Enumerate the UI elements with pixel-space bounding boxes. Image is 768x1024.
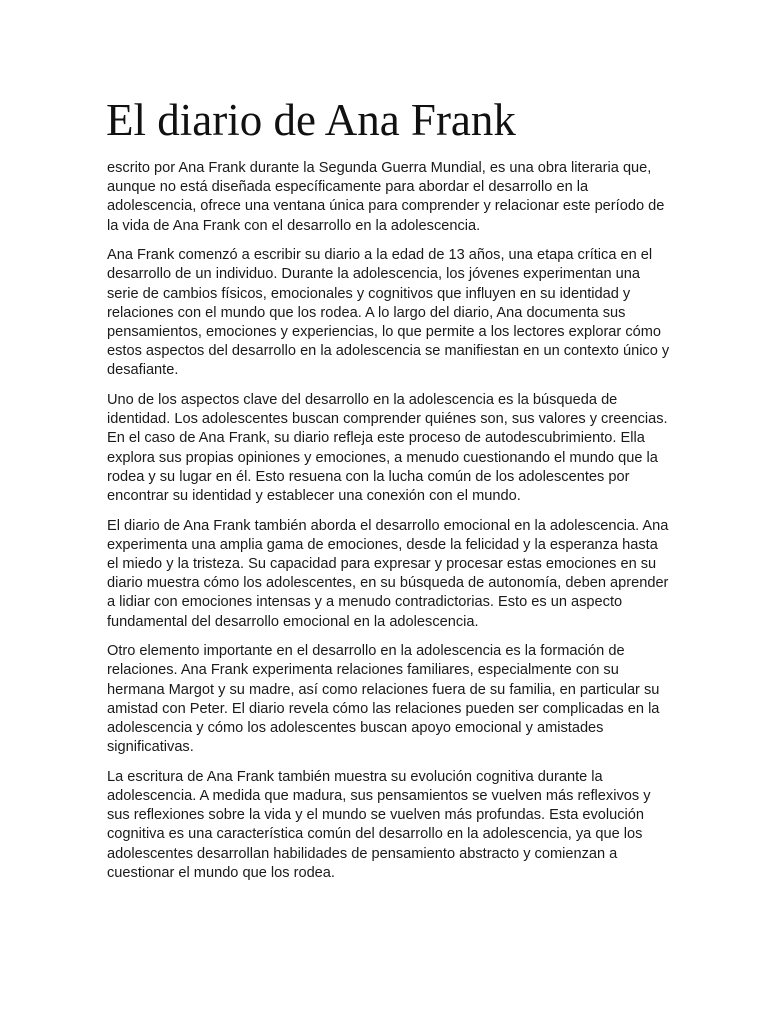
paragraph-identity: Uno de los aspectos clave del desarrollo en la adolescencia es la búsqueda de identidad. Los adolescentes buscan comprender quiénes son, sus valores y creencias. En el caso de Ana Frank, su diario refleja este proceso de autodescubrimiento. Ella explora sus propias opiniones y emociones, a menudo cuestionando el mundo que la rodea y su lugar en él. Esto resuena con la lucha común de los adolescentes por encontrar su identidad y establecer una conexión con el mundo. (107, 392, 668, 505)
document-title: El diario de Ana Frank (106, 95, 516, 145)
paragraph-relationships: Otro elemento importante en el desarrollo en la adolescencia es la formación de relaciones. Ana Frank experimenta relaciones familiares, especialmente con su hermana Margot y su madre, así como relaciones fuera de su familia, en particular su amistad con Peter. El diario revela cómo las relaciones pueden ser complicadas en la adolescencia y cómo los adolescentes buscan apoyo emocional y amistades significativas. (107, 643, 660, 756)
paragraph-emotional-development: El diario de Ana Frank también aborda el desarrollo emocional en la adolescencia. Ana experimenta una amplia gama de emociones, desde la felicidad y la esperanza hasta el miedo y la tristeza. Su capacidad para expresar y procesar estas emociones en su diario muestra cómo los adolescentes, en su búsqueda de autonomía, deben aprender a lidiar con emociones intensas y a menudo contradictorias. Esto es un aspecto fundamental del desarrollo emocional en la adolescencia. (107, 517, 669, 630)
document-body (107, 159, 672, 893)
paragraph-intro: escrito por Ana Frank durante la Segunda Guerra Mundial, es una obra literaria que, aunque no está diseñada específicamente para abordar el desarrollo en la adolescencia, ofrece una ventana única para comprender y relacionar este período de la vida de Ana Frank con el desarrollo en la adolescencia. (107, 160, 665, 234)
paragraph-diary-start: Ana Frank comenzó a escribir su diario a la edad de 13 años, una etapa crítica en el desarrollo de un individuo. Durante la adolescencia, los jóvenes experimentan una serie de cambios físicos, emocionales y cognitivos que influyen en su identidad y relaciones con el mundo que los rodea. A lo largo del diario, Ana documenta sus pensamientos, emociones y experiencias, lo que permite a los lectores explorar cómo estos aspectos del desarrollo en la adolescencia se manifiestan en un contexto único y desafiante. (107, 247, 670, 379)
paragraph-cognitive-evolution: La escritura de Ana Frank también muestra su evolución cognitiva durante la adolescencia. A medida que madura, sus pensamientos se vuelven más reflexivos y sus reflexiones sobre la vida y el mundo se vuelven más profundas. Esta evolución cognitiva es una característica común del desarrollo en la adolescencia, ya que los adolescentes desarrollan habilidades de pensamiento abstracto y comienzan a cuestionar el mundo que los rodea. (107, 768, 651, 881)
